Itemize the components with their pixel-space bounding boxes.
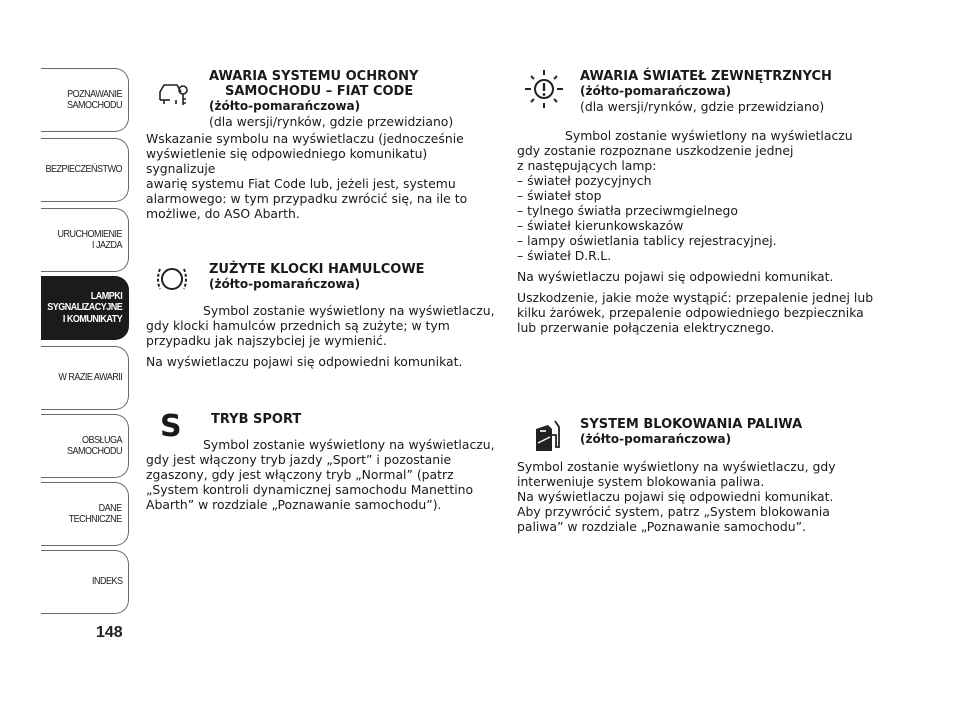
fuel-lock-body — [517, 459, 917, 534]
text-line: awarię systemu Fiat Code lub, jeżeli jest, systemu — [146, 176, 456, 191]
text-line: Na wyświetlaczu pojawi się odpowiedni komunikat. — [517, 269, 834, 284]
brake-pads-heading — [209, 262, 489, 292]
tab-uruchomienie-i-jazda[interactable] — [41, 208, 129, 272]
tab-dane-techniczne[interactable] — [41, 482, 129, 546]
sport-s-icon: S — [160, 409, 182, 444]
tab-label: W RAZIE AWARII — [58, 371, 122, 384]
sport-title: TRYB SPORT — [211, 412, 302, 427]
text-line: wyświetlenie się odpowiedniego komunikatu) sygnalizuje — [146, 146, 428, 176]
tab-label: DANE TECHNICZNE — [68, 501, 122, 525]
tab-lampki-sygnalizacyjne[interactable] — [41, 276, 129, 340]
list-item: – świateł D.R.L. — [517, 248, 612, 263]
text-line: Na wyświetlaczu pojawi się odpowiedni komunikat. — [517, 489, 834, 504]
sport-body — [146, 437, 496, 512]
tab-label: LAMPKI SYGNALIZACYJNE I KOMUNIKATY — [46, 289, 122, 325]
text-line: przypadku jak najszybciej je wymienić. — [146, 333, 387, 348]
exterior-light-failure-icon — [523, 70, 565, 108]
text-line: z następujących lamp: — [517, 158, 657, 173]
fiat-code-body — [146, 131, 496, 221]
sport-heading — [211, 412, 491, 427]
fuel-lock-icon — [532, 417, 562, 453]
fiat-code-title-1: AWARIA SYSTEMU OCHRONY — [209, 69, 419, 84]
fiat-code-color: (żółto-pomarańczowa) — [209, 99, 361, 113]
tab-obsluga-samochodu[interactable] — [41, 414, 129, 478]
list-item: – świateł pozycyjnych — [517, 173, 652, 188]
tab-indeks[interactable] — [41, 550, 129, 614]
tab-label: POZNAWANIE SAMOCHODU — [66, 87, 122, 111]
list-item: – lampy oświetlania tablicy rejestracyjnej. — [517, 233, 777, 248]
tab-label: URUCHOMIENIE I JAZDA — [57, 227, 122, 251]
text-line: alarmowego: w tym przypadku zwrócić się, na ile to — [146, 191, 468, 206]
brake-pads-body — [146, 303, 496, 369]
text-line: gdy klocki hamulców przednich są zużyte; w tym — [146, 318, 450, 333]
text-line: Symbol zostanie wyświetlony na wyświetlaczu, — [203, 303, 495, 318]
lights-title: AWARIA ŚWIATEŁ ZEWNĘTRZNYCH — [580, 69, 832, 84]
text-line: lub przerwanie połączenia elektrycznego. — [517, 320, 775, 335]
fuel-lock-title: SYSTEM BLOKOWANIA PALIWA — [580, 417, 803, 432]
tab-w-razie-awarii[interactable] — [41, 346, 129, 410]
text-line: gdy zostanie rozpoznane uszkodzenie jednej — [517, 143, 794, 158]
fiat-code-title-2: SAMOCHODU – FIAT CODE — [225, 84, 414, 99]
tab-label: OBSŁUGA SAMOCHODU — [66, 433, 122, 457]
text-line: kilku żarówek, przepalenie odpowiedniego bezpiecznika — [517, 305, 864, 320]
text-line: gdy jest włączony tryb jazdy „Sport” i pozostanie — [146, 452, 452, 467]
brake-pads-color: (żółto-pomarańczowa) — [209, 277, 361, 291]
text-line: Abarth” w rozdziale „Poznawanie samochodu”). — [146, 497, 442, 512]
list-item: – świateł stop — [517, 188, 602, 203]
text-line: zgaszony, gdy jest włączony tryb „Normal” (patrz — [146, 467, 454, 482]
text-line: Aby przywrócić system, patrz „System blokowania — [517, 504, 830, 519]
tab-poznawanie-samochodu[interactable] — [41, 68, 129, 132]
text-line: Symbol zostanie wyświetlony na wyświetlaczu, gdy — [517, 459, 836, 474]
tab-bezpieczenstwo[interactable] — [41, 138, 129, 202]
fuel-lock-heading — [580, 417, 910, 447]
page-number: 148 — [96, 624, 123, 641]
brake-pads-title: ZUŻYTE KLOCKI HAMULCOWE — [209, 262, 425, 277]
brake-pad-icon — [155, 264, 189, 294]
tab-label: BEZPIECZEŃSTWO — [45, 163, 122, 176]
text-line: możliwe, do ASO Abarth. — [146, 206, 300, 221]
fiat-code-heading — [209, 69, 489, 129]
text-line: Symbol zostanie wyświetlony na wyświetlaczu, — [203, 437, 495, 452]
list-item: – świateł kierunkowskazów — [517, 218, 684, 233]
lights-body — [517, 128, 917, 335]
text-line: Wskazanie symbolu na wyświetlaczu (jednocześnie — [146, 131, 464, 146]
lights-color: (żółto-pomarańczowa) — [580, 84, 732, 98]
lights-heading — [580, 69, 910, 114]
text-line: interweniuje system blokowania paliwa. — [517, 474, 765, 489]
car-key-icon — [157, 78, 193, 108]
text-line: Symbol zostanie wyświetlony na wyświetlaczu — [565, 128, 853, 143]
text-line: Na wyświetlaczu pojawi się odpowiedni komunikat. — [146, 354, 463, 369]
text-line: Uszkodzenie, jakie może wystąpić: przepalenie jednej lub — [517, 290, 874, 305]
fuel-lock-color: (żółto-pomarańczowa) — [580, 432, 732, 446]
text-line: „System kontroli dynamicznej samochodu Manettino — [146, 482, 474, 497]
lights-note: (dla wersji/rynków, gdzie przewidziano) — [580, 99, 825, 114]
tab-label: INDEKS — [91, 575, 122, 588]
fiat-code-note: (dla wersji/rynków, gdzie przewidziano) — [209, 114, 454, 129]
text-line: paliwa” w rozdziale „Poznawanie samochodu”. — [517, 519, 806, 534]
list-item: – tylnego światła przeciwmgielnego — [517, 203, 739, 218]
